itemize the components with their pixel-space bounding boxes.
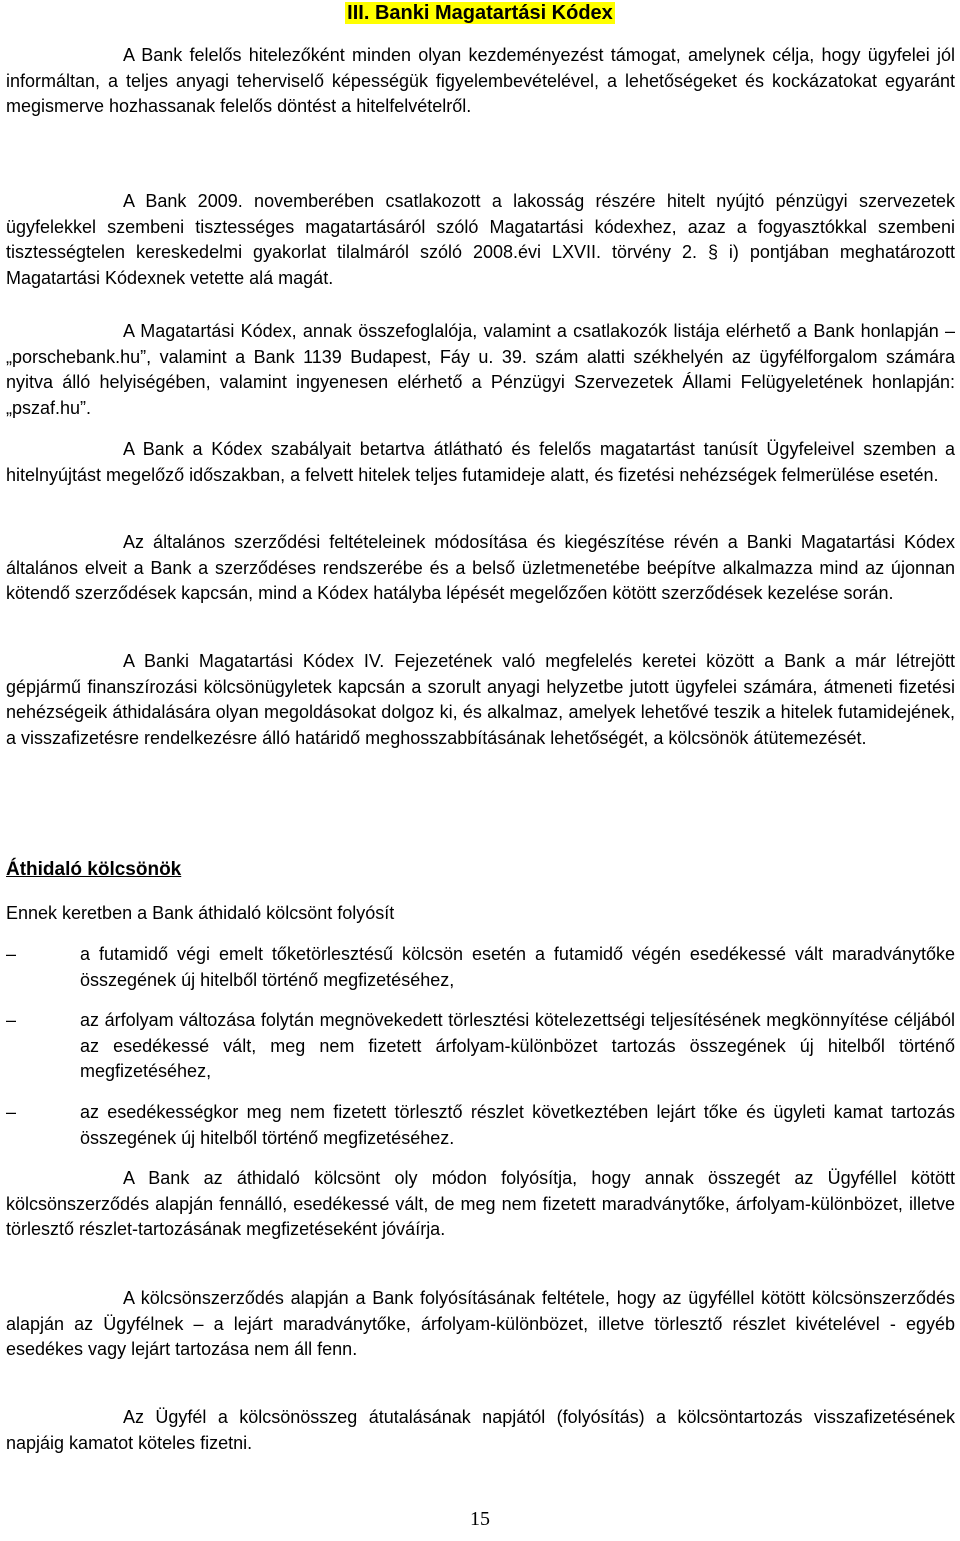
paragraph-transparency: A Bank a Kódex szabályait betartva átlátható és felelős magatartást tanúsít Ügyfeleivel szemben a hitelnyújtást megelőző időszakban, a felvett hitelek teljes futamideje alatt, és fizetési nehézségek felmerülése esetén. [6, 439, 955, 485]
title-text: III. Banki Magatartási Kódex [347, 2, 613, 24]
paragraph-interest: Az Ügyfél a kölcsönösszeg átutalásának napjától (folyósítás) a kölcsöntartozás visszafizetésének napjáig kamatot köteles fizetni. [6, 1407, 955, 1453]
page-number: 15 [470, 1508, 490, 1530]
paragraph-disbursement: A Bank az áthidaló kölcsönt oly módon folyósítja, hogy annak összegét az Ügyféllel kötött kölcsönszerződés alapján fennálló, esedékessé vált, de meg nem fizetett maradványtőke, árfolyam-különbözet, illetve törlesztő részlet-tartozásának megfizetéseként jóváírja. [6, 1168, 955, 1239]
bullet-text: az esedékességkor meg nem fizetett törlesztő részlet következtében lejárt tőke és ügyleti kamat tartozás összegének új hitelből történő megfizetéséhez. [80, 1102, 955, 1148]
bullet-text: az árfolyam változása folytán megnövekedett törlesztési kötelezettségi teljesítésének megkönnyítése céljából az esedékessé vált, meg nem fizetett árfolyam-különbözet tartozás összegének új hitelből történő megfizetéséhez, [80, 1010, 955, 1081]
section-heading: Áthidaló kölcsönök [6, 859, 182, 880]
paragraph-intro: A Bank felelős hitelezőként minden olyan kezdeményezést támogat, amelynek célja, hogy ügyfelei jól informáltan, a teljes anyagi teherviselő képességük figyelembevételével, a lehetőségeket és kockázatokat egyaránt megismerve hozhassanak felelős döntést a hitelfelvételről. [6, 45, 955, 116]
paragraph-chapter-iv: A Banki Magatartási Kódex IV. Fejezetének való megfelelés keretei között a Bank a már létrejött gépjármű finanszírozási kölcsönügyletek kapcsán a szorult anyagi helyzetbe jutott ügyfelei számára, átmeneti fizetési nehézségeik áthidalására olyan megoldásokat dolgoz ki, és alkalmaz, amelyek lehetővé teszik a hitelek futamidejének, a visszafizetésre rendelkezésre álló határidő meghosszabbításának lehetőségét, a kölcsönök átütemezését. [6, 651, 955, 748]
bridge-loan-intro: Ennek keretben a Bank áthidaló kölcsönt folyósít [6, 903, 395, 923]
bullet-dash: – [6, 944, 17, 964]
bullet-text: a futamidő végi emelt tőketörlesztésű kölcsön esetén a futamidő végén esedékessé vált maradványtőke összegének új hitelből történő megfizetéséhez, [80, 944, 955, 990]
paragraph-code-availability: A Magatartási Kódex, annak összefoglalója, valamint a csatlakozók listája elérhető a Bank honlapján – „porschebank.hu”, valamint a Bank 1139 Budapest, Fáy u. 39. szám alatti székhelyén az ügyfélforgalom számára nyitva álló helyiségében, valamint ingyenesen elérhető a Pénzügyi Szervezetek Állami Felügyeletének honlapján: „pszaf.hu”. [6, 321, 955, 418]
bullet-dash: – [6, 1010, 17, 1030]
paragraph-general-terms: Az általános szerződési feltételeinek módosítása és kiegészítése révén a Banki Magatartási Kódex általános elveit a Bank a szerződéses rendszerébe és a belső üzletmenetébe beépítve alkalmazza mind az újonnan kötendő szerződések kapcsán, mind a Kódex hatályba lépését megelőzően kötött szerződések kezelése során. [6, 532, 955, 603]
document-title [0, 2, 960, 25]
bullet-item [6, 1008, 955, 1085]
paragraph-code-membership: A Bank 2009. novemberében csatlakozott a lakosság részére hitelt nyújtó pénzügyi szervezetek ügyfelekkel szembeni tisztességes magatartásáról szóló Magatartási kódexhez, azaz a fogyasztókkal szembeni tisztességtelen kereskedelmi gyakorlat tilalmáról szóló 2008.évi LXVII. törvény 2. § i) pontjában meghatározott Magatartási Kódexnek vetette alá magát. [6, 191, 955, 288]
bullet-item [6, 1100, 955, 1151]
bullet-item [6, 942, 955, 993]
paragraph-conditions: A kölcsönszerződés alapján a Bank folyósításának feltétele, hogy az ügyféllel kötött kölcsönszerződés alapján az Ügyfélnek – a lejárt maradványtőke, árfolyam-különbözet, illetve törlesztő részlet kivételével - egyéb esedékes vagy lejárt tartozása nem áll fenn. [6, 1288, 955, 1359]
bullet-dash: – [6, 1102, 17, 1122]
